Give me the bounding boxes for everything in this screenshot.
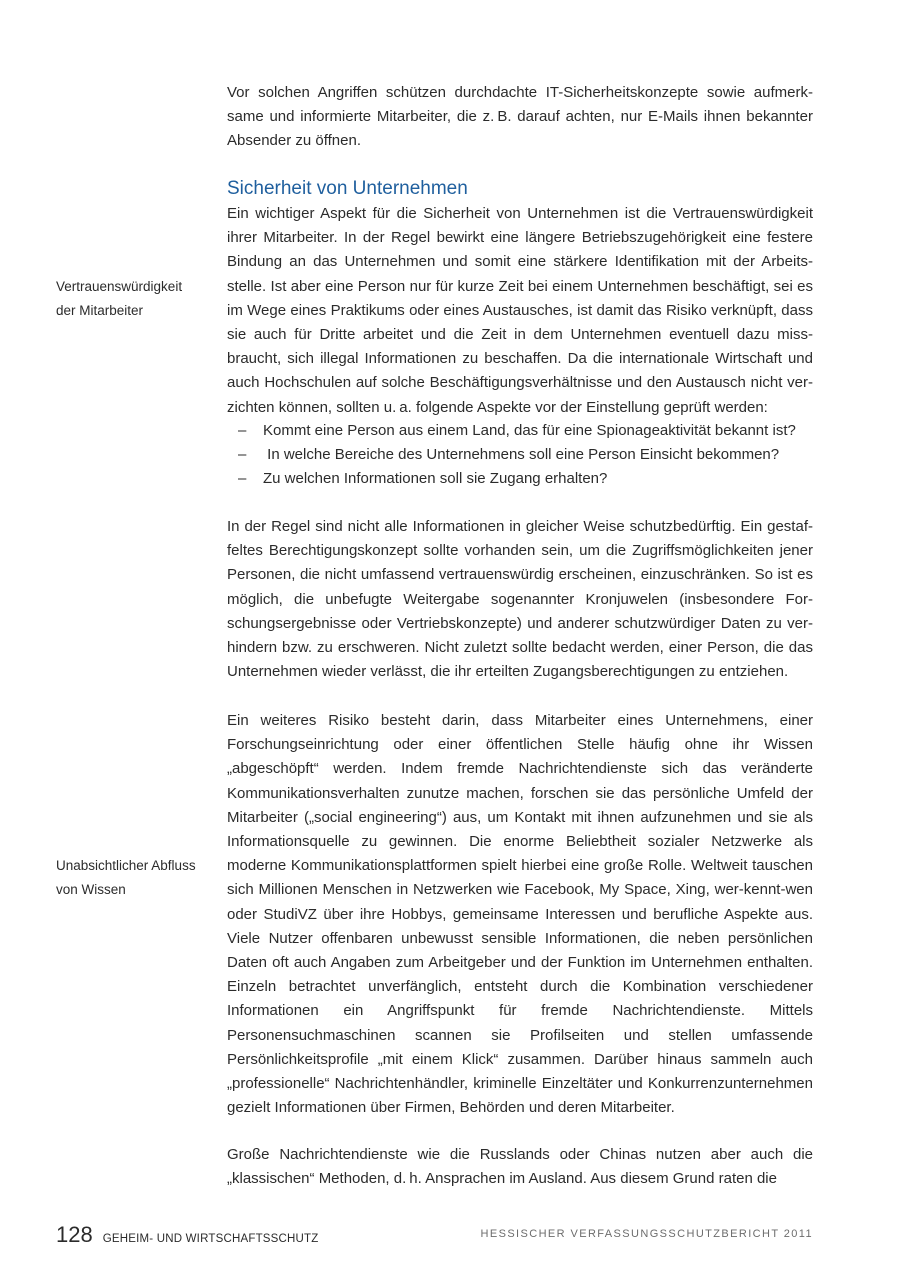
margin-note-trustworthiness: Vertrauenswürdigkeit der Mitarbeiter: [56, 279, 183, 318]
section-label: GEHEIM- UND WIRTSCHAFTSSCHUTZ: [102, 1233, 319, 1245]
list-item: – Zu welchen Informationen soll sie Zugang erhalten?: [227, 467, 813, 491]
footer-left: [56, 1218, 319, 1252]
dash-bullet: –: [238, 422, 247, 439]
paragraph-trustworthiness: Ein wichtiger Aspekt für die Sicherheit von Unternehmen ist die Vertrauenswürdigkeit ihrer Mitarbeiter. In der Regel bewirkt eine längere Betriebszugehörigkeit eine festere Bindung an das Unternehmen und somit eine stärkere Identifikation mit der Arbeitsstelle. Ist aber eine Person nur für kurze Zeit bei einem Unternehmen beschäftigt, sei es im Wege eines Praktikums oder eines Austausches, ist damit das Risiko verknüpft, dass sie auch für Dritte arbeitet und die Zeit in dem Unternehmen eventuell dazu missbraucht, sich illegal Informationen zu beschaffen. Da die internationale Wirtschaft und auch Hochschulen auf solche Beschäftigungsverhältnisse und den Austausch nicht verzichten können, sollten u. a. folgende Aspekte vor der Einstellung geprüft werden:: [227, 205, 813, 416]
question-list: [227, 419, 813, 492]
paragraph-classic-methods: Große Nachrichtendienste wie die Russlands oder Chinas nutzen aber auch die „klassischen“ Methoden, d. h. Ansprachen im Ausland. Aus diesem Grund raten die: [227, 1146, 813, 1188]
publication-title: HESSISCHER VERFASSUNGSSCHUTZBERICHT 2011: [480, 1228, 813, 1240]
list-item: – Kommt eine Person aus einem Land, das für eine Spionageaktivität bekannt ist?: [227, 419, 813, 443]
paragraph-social-engineering: Ein weiteres Risiko besteht darin, dass Mitarbeiter eines Unternehmens, einer Forschungseinrichtung oder einer öffentlichen Stelle häufig ohne ihr Wissen „abgeschöpft“ werden. Indem fremde Nachrichtendienste sich das veränderte Kommunikationsverhalten zunutze machen, forschen sie das persönliche Umfeld der Mitarbeiter („social engineering“) aus, um Kontakt mit ihnen aufzunehmen und sie als Informationsquelle zu gewinnen. Die enorme Beliebtheit sozialer Netzwerke als moderne Kommunikationsplattformen spielt hierbei eine große Rolle. Weltweit tauschen sich Millionen Menschen in Netzwerken wie Facebook, My Space, Xing, wer-kennt-wen oder StudiVZ über ihre Hobbys, gemeinsame Interessen und berufliche Aspekte aus. Viele Nutzer offenbaren unbewusst sensible Informationen, die neben persönlichen Daten oft auch Angaben zum Arbeitgeber und der Funktion im Unternehmen enthalten. Einzeln betrachtet unverfänglich, entsteht durch die Kombination verschiedener Informationen ein Angriffspunkt für fremde Nachrichtendienste. Mittels Personensuchmaschinen scannen sie Profilseiten und stellen umfassende Persönlichkeitsprofile „mit einem Klick“ zusammen. Darüber hinaus sammeln auch „professionelle“ Nachrichtenhändler, kriminelle Einzeltäter und Konkurrenzunternehmen gezielt Informationen über Firmen, Behörden und deren Mitarbeiter.: [227, 712, 813, 1117]
section-heading: Sicherheit von Unternehmen: [227, 178, 468, 199]
margin-note-knowledge-outflow: Unabsichtlicher Abfluss von Wissen: [56, 858, 196, 897]
dash-bullet: –: [238, 446, 247, 464]
page-number: 128: [56, 1222, 93, 1247]
paragraph-authorization: In der Regel sind nicht alle Informationen in gleicher Weise schutzbedürftig. Ein gestaffeltes Berechtigungskonzept sollte vorhanden sein, um die Zugriffsmöglichkeiten jener Personen, die nicht umfassend vertrauenswürdig erscheinen, einzuschränken. So ist es möglich, die unbefugte Weitergabe sogenannter Kronjuwelen (insbesondere Forschungsergebnisse oder Vertriebskonzepte) und anderer schutzwürdiger Daten zu verhindern bzw. zu erschweren. Nicht zuletzt sollte bedacht werden, einer Person, die das Unternehmen wieder verlässt, die ihr erteilten Zugangsberechtigungen zu entziehen.: [227, 518, 813, 681]
dash-bullet: –: [238, 470, 247, 488]
paragraph-intro: Vor solchen Angriffen schützen durchdachte IT-Sicherheitskonzepte sowie aufmerksame und informierte Mitarbeiter, die z. B. darauf achten, nur E-Mails ihnen bekannter Absender zu öffnen.: [227, 84, 813, 150]
list-item: – In welche Bereiche des Unternehmens soll eine Person Einsicht bekommen?: [227, 443, 813, 467]
